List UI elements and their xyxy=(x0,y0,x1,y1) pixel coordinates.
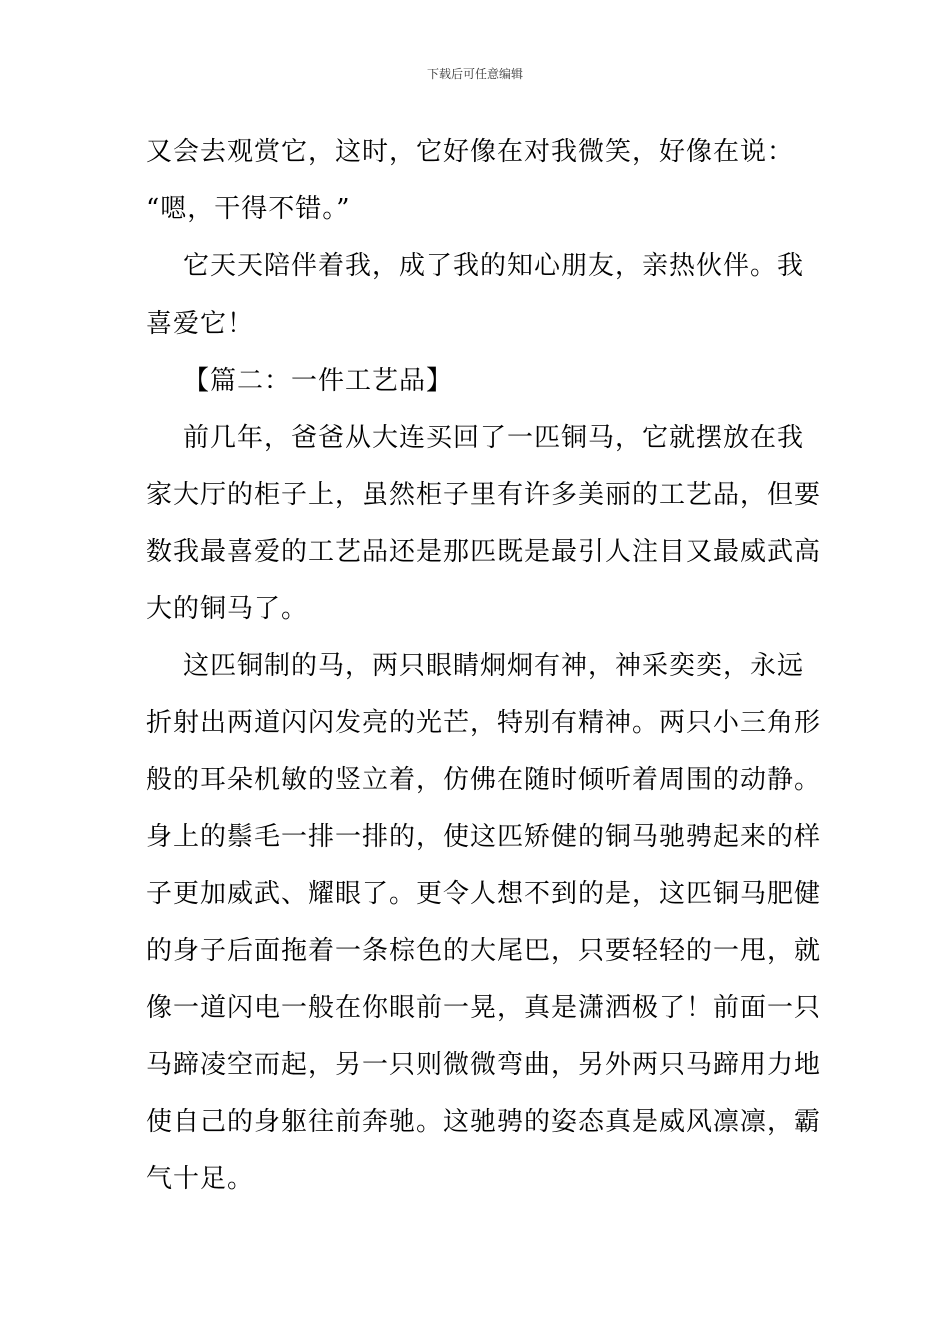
text-line: 的身子后面拖着一条棕色的大尾巴，只要轻轻的一甩，就 xyxy=(146,936,822,966)
text-line: 大的铜马了。 xyxy=(146,594,309,624)
text-line: 子更加威武、耀眼了。更令人想不到的是，这匹铜马肥健 xyxy=(146,879,822,909)
text-line: 喜爱它！ xyxy=(146,309,255,339)
text-line: 使自己的身躯往前奔驰。这驰骋的姿态真是威风凛凛，霸 xyxy=(146,1107,822,1137)
text-line: 般的耳朵机敏的竖立着，仿佛在随时倾听着周围的动静。 xyxy=(146,765,822,795)
text-line: “嗯，干得不错。” xyxy=(146,194,351,224)
text-line: 这匹铜制的马，两只眼睛炯炯有神，神采奕奕，永远 xyxy=(146,651,805,681)
text-line: 马蹄凌空而起，另一只则微微弯曲，另外两只马蹄用力地 xyxy=(146,1050,822,1080)
text-line: 身上的鬃毛一排一排的，使这匹矫健的铜马驰骋起来的样 xyxy=(146,822,822,852)
text-line: 前几年，爸爸从大连买回了一匹铜马，它就摆放在我 xyxy=(146,423,805,453)
text-line: 像一道闪电一般在你眼前一晃，真是潇洒极了！前面一只 xyxy=(146,993,822,1023)
text-line: 数我最喜爱的工艺品还是那匹既是最引人注目又最威武高 xyxy=(146,537,822,567)
text-line: 它天天陪伴着我，成了我的知心朋友，亲热伙伴。我 xyxy=(146,251,805,281)
text-line: 折射出两道闪闪发亮的光芒，特别有精神。两只小三角形 xyxy=(146,708,822,738)
text-line: 气十足。 xyxy=(146,1164,255,1194)
section-heading: 【篇二：一件工艺品】 xyxy=(146,366,454,396)
text-line: 又会去观赏它，这时，它好像在对我微笑，好像在说： xyxy=(146,137,795,167)
page-header: 下载后可任意编辑 xyxy=(426,67,523,81)
text-line: 家大厅的柜子上，虽然柜子里有许多美丽的工艺品，但要 xyxy=(146,480,822,510)
